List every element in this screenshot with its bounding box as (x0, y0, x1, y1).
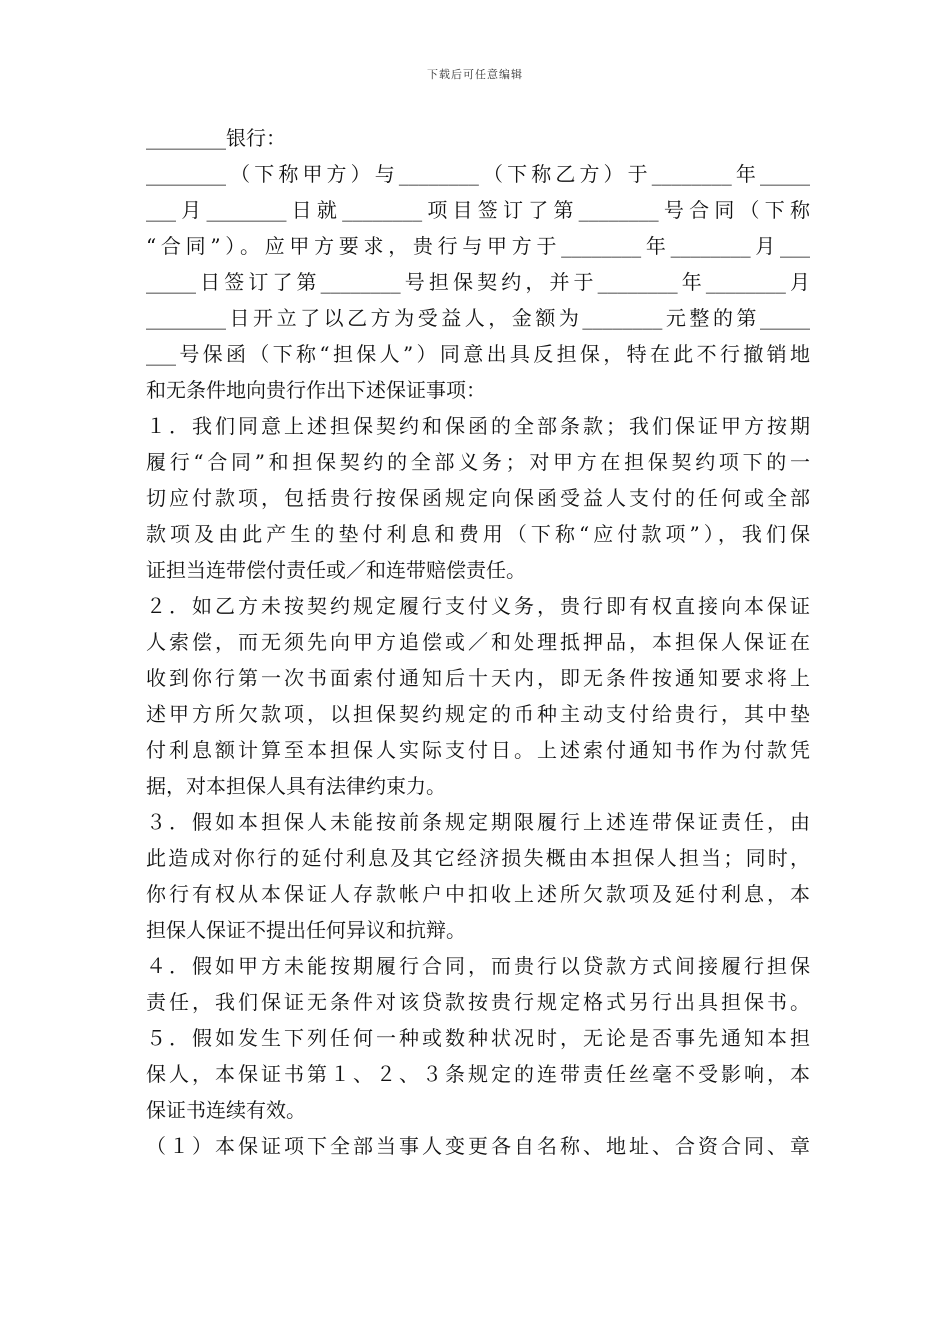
clause-1-line: 款项及由此产生的垫付利息和费用（下称“应付款项”），我们保 (146, 522, 810, 546)
clause-1-line: 履行“合同”和担保契约的全部义务；对甲方在担保契约项下的一 (146, 450, 810, 474)
text-line: ________银行： (146, 126, 286, 150)
text-line: ___月________日就________项目签订了第________号合同（下称 (146, 198, 810, 222)
document-body (146, 120, 810, 1164)
clause-3-line: 你行有权从本保证人存款帐户中扣收上述所欠款项及延付利息，本 (146, 882, 810, 906)
clause-3-line: ３．假如本担保人未能按前条规定期限履行上述连带保证责任，由 (146, 810, 810, 834)
clause-5-line: 保证书连续有效。 (146, 1098, 306, 1122)
clause-2-line: 付利息额计算至本担保人实际支付日。上述索付通知书作为付款凭 (146, 738, 810, 762)
clause-4-line: ４．假如甲方未能按期履行合同，而贵行以贷款方式间接履行担保 (146, 954, 810, 978)
text-line: ________日开立了以乙方为受益人，金额为________元整的第_____ (146, 306, 810, 330)
clause-3-line: 此造成对你行的延付利息及其它经济损失概由本担保人担当；同时， (146, 846, 810, 870)
clause-5-line: ５．假如发生下列任何一种或数种状况时，无论是否事先通知本担 (146, 1026, 810, 1050)
text-line: ___号保函（下称“担保人”）同意出具反担保，特在此不行撤销地 (146, 342, 810, 366)
clause-2-line: 述甲方所欠款项，以担保契约规定的币种主动支付给贵行，其中垫 (146, 702, 810, 726)
text-line: 和无条件地向贵行作出下述保证事项： (146, 378, 486, 402)
text-line: ________（下称甲方）与________（下称乙方）于________年_____ (146, 162, 810, 186)
clause-2-line: 人索偿，而无须先向甲方追偿或／和处理抵押品，本担保人保证在 (146, 630, 810, 654)
clause-2-line: ２．如乙方未按契约规定履行支付义务，贵行即有权直接向本保证 (146, 594, 810, 618)
clause-5-line: 保人，本保证书第１、２、３条规定的连带责任丝毫不受影响，本 (146, 1062, 810, 1086)
clause-1-line: 证担当连带偿付责任或／和连带赔偿责任。 (146, 558, 526, 582)
clause-1-line: １．我们同意上述担保契约和保函的全部条款；我们保证甲方按期 (146, 414, 810, 438)
text-line: “合同”）。应甲方要求，贵行与甲方于________年________月___ (146, 234, 810, 258)
page-header-note: 下载后可任意编辑 (427, 68, 523, 81)
clause-4-line: 责任，我们保证无条件对该贷款按贵行规定格式另行出具担保书。 (146, 990, 810, 1014)
clause-2-line: 据，对本担保人具有法律约束力。 (146, 774, 446, 798)
sub-clause-1-line: （１）本保证项下全部当事人变更各自名称、地址、合资合同、章 (146, 1134, 810, 1158)
clause-3-line: 担保人保证不提出任何异议和抗辩。 (146, 918, 466, 942)
clause-2-line: 收到你行第一次书面索付通知后十天内，即无条件按通知要求将上 (146, 666, 810, 690)
clause-1-line: 切应付款项，包括贵行按保函规定向保函受益人支付的任何或全部 (146, 486, 810, 510)
text-line: _____日签订了第________号担保契约，并于________年________月 (146, 270, 810, 294)
